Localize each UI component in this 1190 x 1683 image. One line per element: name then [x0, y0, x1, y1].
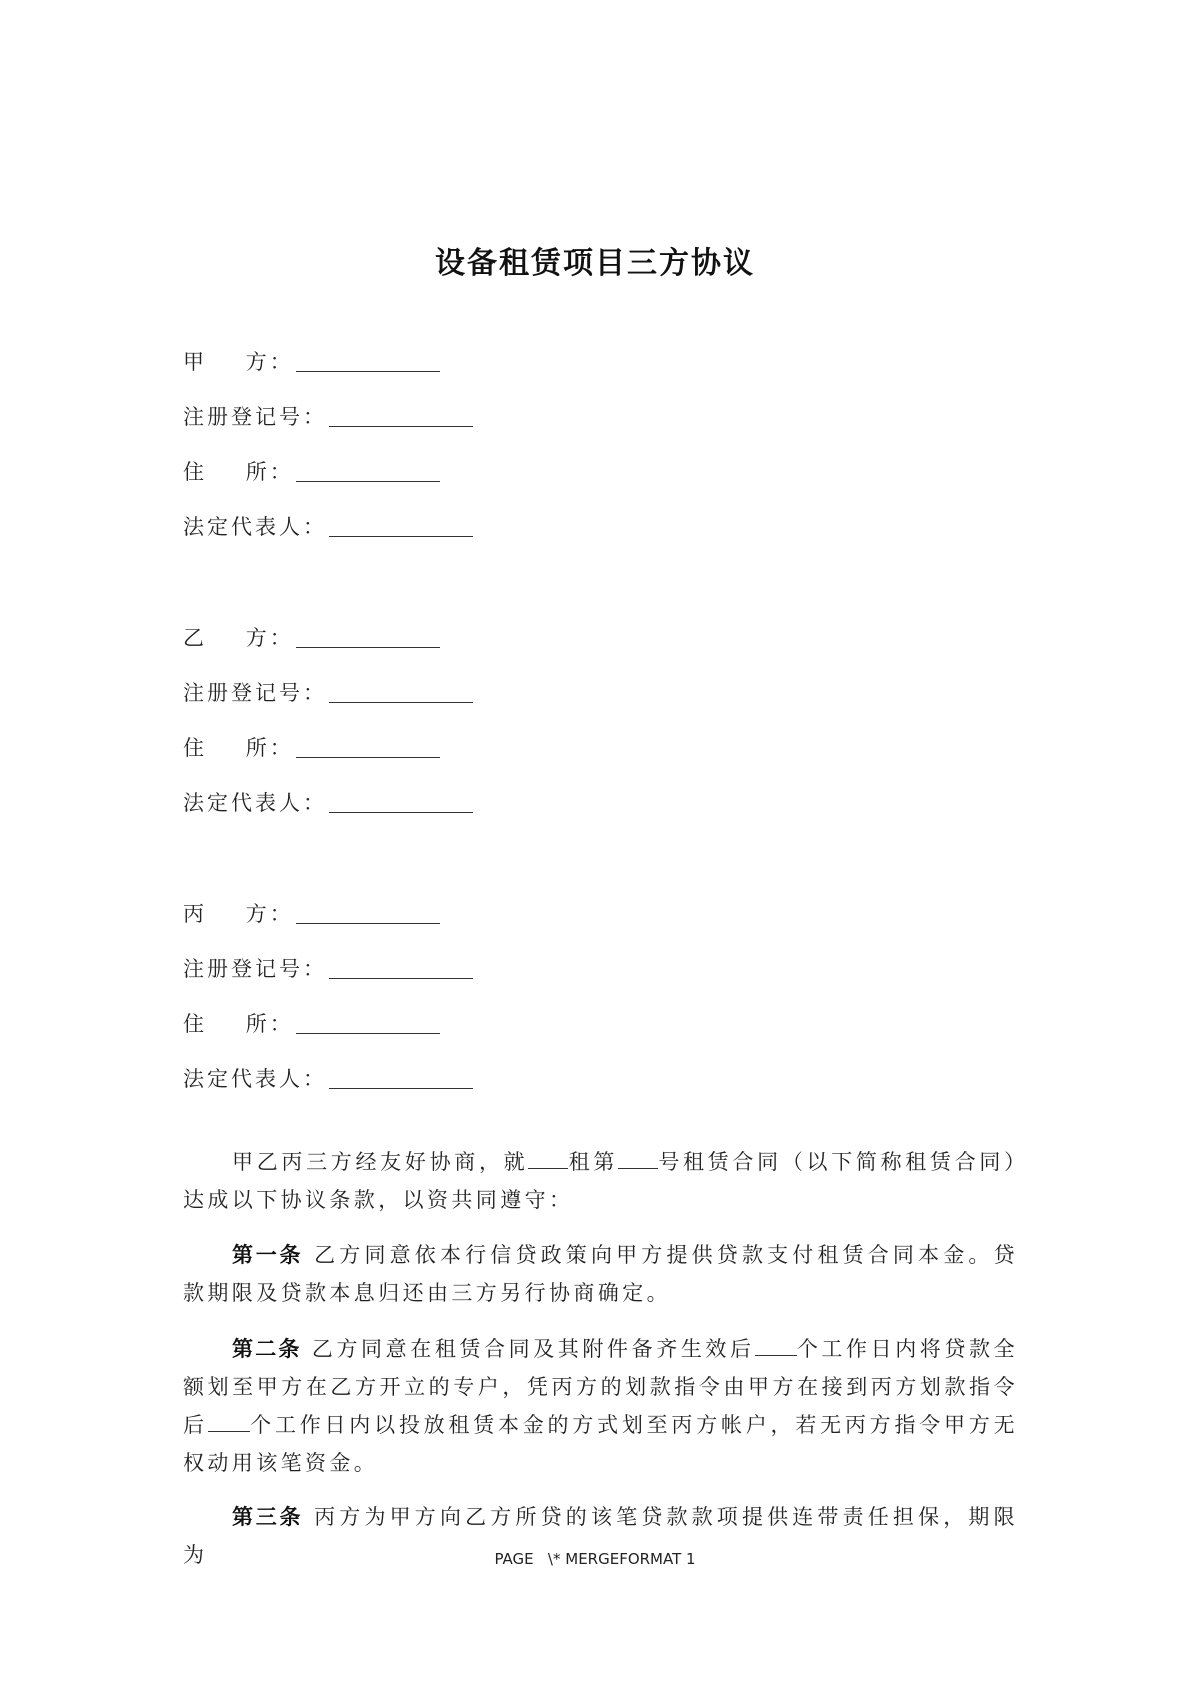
legal-representative-blank	[329, 1063, 473, 1089]
contract-number-blank	[618, 1146, 658, 1169]
party-name-label: 甲 方：	[183, 350, 294, 374]
party-name-field	[183, 346, 473, 401]
legal-representative-blank	[329, 787, 473, 813]
article-1-paragraph	[183, 1236, 1018, 1312]
contract-year-blank	[528, 1146, 568, 1169]
article-2-paragraph	[183, 1330, 1018, 1482]
article-text: 个工作日内将贷款全额划至甲方在乙方开立的专户，凭丙方的划款指令由甲方在接到丙方划款指令后	[183, 1337, 1018, 1437]
address-blank	[296, 456, 440, 482]
legal-representative-label: 法定代表人：	[183, 791, 327, 815]
preamble-text: 号租赁合同（以下简称租赁合同）达成以下协议条款，以资共同遵守：	[183, 1150, 1018, 1212]
article-text: 乙方同意在租赁合同及其附件备齐生效后	[301, 1337, 755, 1361]
registration-number-field	[183, 401, 473, 456]
article-text: 个工作日内以投放租赁本金的方式划至丙方帐户，若无丙方指令甲方无权动用该笔资金。	[183, 1413, 1018, 1475]
registration-number-field	[183, 953, 473, 1008]
article-title: 第一条	[232, 1242, 304, 1267]
party-name-blank	[296, 622, 440, 648]
article-text: 乙方同意依本行信贷政策向甲方提供贷款支付租赁合同本金。贷款期限及贷款本息归还由三方另行协商确定。	[183, 1243, 1018, 1305]
working-days-blank	[755, 1333, 797, 1356]
registration-number-blank	[329, 677, 473, 703]
legal-representative-field	[183, 1063, 473, 1118]
party-a-block	[183, 346, 473, 566]
address-blank	[296, 1008, 440, 1034]
address-label: 住 所：	[183, 1012, 294, 1036]
document-title: 设备租赁项目三方协议	[435, 246, 755, 281]
party-name-blank	[296, 346, 440, 372]
legal-representative-field	[183, 787, 473, 842]
article-title: 第二条	[232, 1336, 302, 1361]
preamble-text: 租第	[568, 1150, 619, 1174]
registration-number-label: 注册登记号：	[183, 957, 327, 981]
legal-representative-label: 法定代表人：	[183, 1067, 327, 1091]
article-title: 第三条	[232, 1504, 304, 1529]
working-days-blank	[208, 1409, 250, 1432]
registration-number-blank	[329, 401, 473, 427]
party-name-field	[183, 622, 473, 677]
address-label: 住 所：	[183, 736, 294, 760]
party-b-block	[183, 622, 473, 842]
legal-representative-field	[183, 511, 473, 566]
party-c-block	[183, 898, 473, 1118]
registration-number-field	[183, 677, 473, 732]
address-field	[183, 1008, 473, 1063]
preamble-text: 甲乙丙三方经友好协商，就	[232, 1150, 529, 1174]
article-text: 丙方为甲方向乙方所贷的该笔贷款款项提供连带责任担保，期限为	[183, 1505, 1018, 1567]
address-label: 住 所：	[183, 460, 294, 484]
page-footer: PAGE \* MERGEFORMAT 1	[494, 1550, 696, 1568]
registration-number-label: 注册登记号：	[183, 405, 327, 429]
party-name-label: 丙 方：	[183, 902, 294, 926]
registration-number-blank	[329, 953, 473, 979]
party-name-blank	[296, 898, 440, 924]
address-field	[183, 732, 473, 787]
registration-number-label: 注册登记号：	[183, 681, 327, 705]
address-blank	[296, 732, 440, 758]
preamble-paragraph	[183, 1143, 1018, 1219]
address-field	[183, 456, 473, 511]
legal-representative-label: 法定代表人：	[183, 515, 327, 539]
party-name-label: 乙 方：	[183, 626, 294, 650]
party-name-field	[183, 898, 473, 953]
legal-representative-blank	[329, 511, 473, 537]
